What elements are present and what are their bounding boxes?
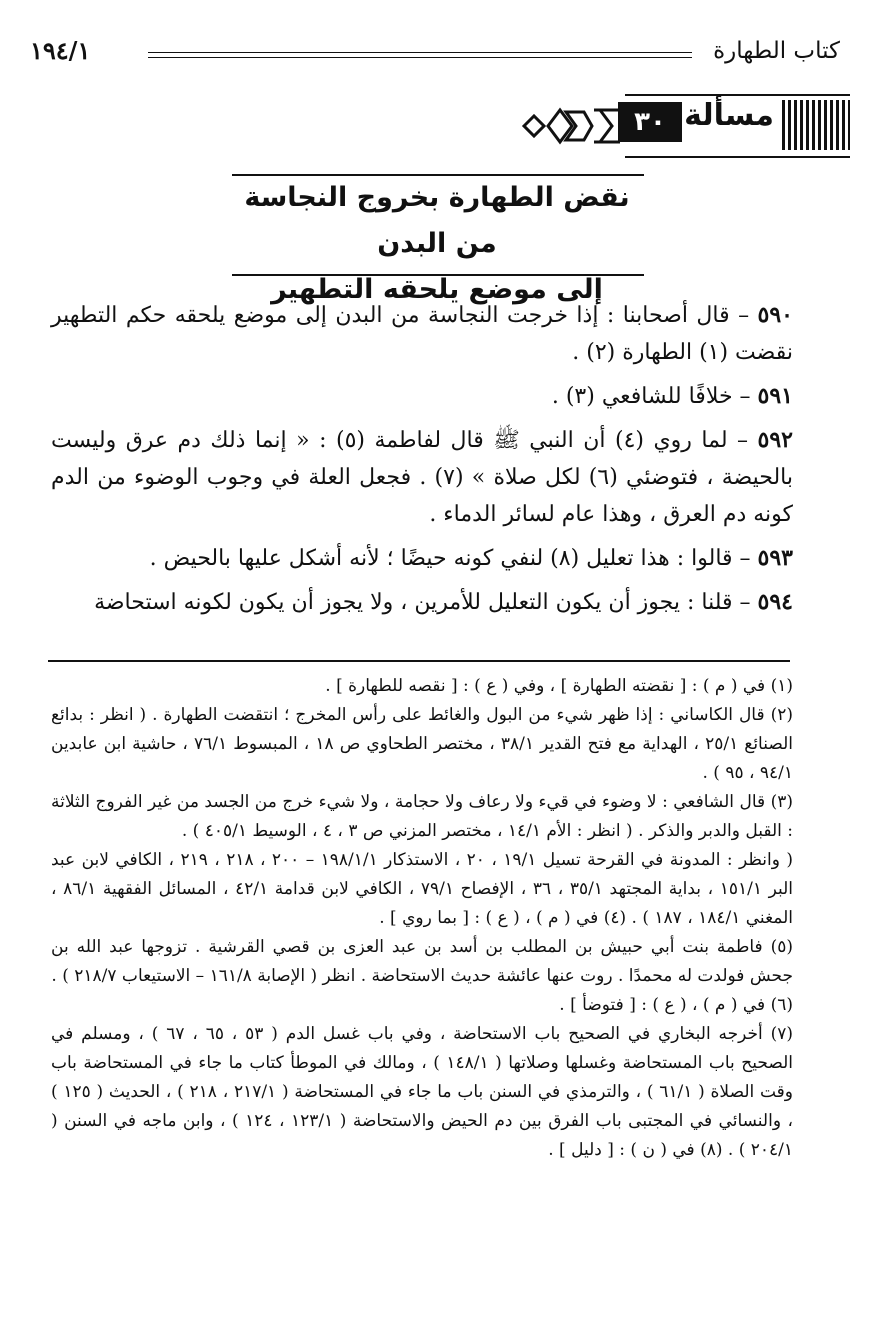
section-title bbox=[232, 175, 642, 313]
footnote: (٢) قال الكاساني : إذا ظهر شيء من البول والغائط على رأس المخرج ؛ انتقضت الطهارة . ( انظر : بدائع الصنائع ٢٥/١ ، الهداية مع فتح القدير ٣٨/١ ، مختصر الطحاوي ص ١٨ ، المبسوط ٧٦/١ ، حاشية ابن عابدين ٩٤/١ ، ٩٥ ) . bbox=[51, 705, 794, 783]
title-line-1: نقض الطهارة بخروج النجاسة من البدن bbox=[244, 182, 630, 259]
footnote: ( وانظر : المدونة في القرحة تسيل ١٩/١ ، ٢٠ ، الاستذكار ١٩٨/١/١ – ٢٠٠ ، ٢١٨ ، ٢١٩ ، الكافي لابن عبد البر ١٥١/١ ، بداية المجتهد ٣٥/١ ، ٣٦ ، الإفصاح ٧٩/١ ، الكافي لابن قدامة ٤٢/١ ، المسائل الفقهية ٨٦/١ ، المغني ١٨٤/١ ، ١٨٧ ) . (٤) في ( م ) ، ( ع ) : [ بما روي ] . bbox=[51, 850, 794, 928]
masala-number: ٣٠ bbox=[618, 102, 682, 142]
paragraph-text: – قلنا : يجوز أن يكون التعليل للأمرين ، ولا يجوز أن يكون لكونه استحاضة bbox=[94, 590, 751, 615]
paragraph bbox=[51, 584, 793, 621]
page-header bbox=[30, 32, 840, 72]
paragraph-number: ٥٩١ bbox=[757, 383, 793, 409]
paragraph bbox=[51, 378, 793, 415]
paragraph-number: ٥٩٤ bbox=[757, 589, 793, 615]
paragraph-text: – قالوا : هذا تعليل (٨) لنفي كونه حيضًا ؛ لأنه أشكل عليها بالحيض . bbox=[149, 546, 751, 571]
masala-label: مسألة bbox=[684, 98, 774, 133]
masala-banner bbox=[520, 94, 850, 158]
footnote: (٧) أخرجه البخاري في الصحيح باب الاستحاضة ، وفي باب غسل الدم ( ٥٣ ، ٦٥ ، ٦٧ ) ، ومسلم في الصحيح باب المستحاضة وغسلها وصلاتها ( ١٤٨/١ ) ، ومالك في الموطأ كتاب ما جاء في المستحاضة باب وقت الصلاة ( ٦١/١ ) ، والترمذي في السنن باب ما جاء في المستحاضة ( ٢١٧/١ ، ٢١٨ ) ، الحديث ( ١٢٥ ) ، والنسائي في المجتبى باب الفرق بين دم الحيض والاستحاضة ( ١٢٣/١ ، ١٢٤ ) ، وابن ماجه في السنن ( ٢٠٤/١ ) . (٨) في ( ن ) : [ دليل ] . bbox=[51, 1024, 794, 1160]
footnotes bbox=[51, 672, 793, 1165]
paragraph-text: – قال أصحابنا : إذا خرجت النجاسة من البدن إلى موضع يلحقه حكم التطهير نقضت (١) الطهارة (٢) . bbox=[51, 303, 793, 365]
footnote: (٣) قال الشافعي : لا وضوء في قيء ولا رعاف ولا حجامة ، ولا شيء خرج من الجسد من غير الفروج الثلاثة : القبل والدبر والذكر . ( انظر : الأم ١٤/١ ، مختصر المزني ص ٣ ، ٤ ، الوسيط ٤٠٥/١ ) . bbox=[51, 792, 793, 841]
footnote: (٦) في ( م ) ، ( ع ) : [ فتوضأ ] . bbox=[559, 995, 793, 1015]
main-text bbox=[51, 297, 793, 628]
paragraph-number: ٥٩٣ bbox=[757, 545, 793, 571]
paragraph bbox=[51, 422, 793, 533]
ornament-icon bbox=[520, 104, 624, 148]
title-top-rule bbox=[232, 174, 644, 176]
paragraph-number: ٥٩٠ bbox=[757, 302, 793, 328]
footnote: (١) في ( م ) : [ نقضته الطهارة ] ، وفي ( ع ) : [ نقصه للطهارة ] . bbox=[325, 676, 793, 696]
running-title: كتاب الطهارة bbox=[713, 38, 840, 64]
paragraph-text: – لما روي (٤) أن النبي ﷺ قال لفاطمة (٥) : « إنما ذلك دم عرق وليست بالحيضة ، فتوضئي (٦) لكل صلاة » (٧) . فجعل العلة في وجوب الوضوء من الدم كونه دم العرق ، وهذا عام لسائر الدماء . bbox=[51, 428, 793, 527]
paragraph-text: – خلافًا للشافعي (٣) . bbox=[551, 384, 751, 409]
paragraph bbox=[51, 540, 793, 577]
paragraph-number: ٥٩٢ bbox=[757, 427, 793, 453]
title-line-2: إلى موضع يلحقه التطهير bbox=[271, 274, 603, 305]
footnote: (٥) فاطمة بنت أبي حبيش بن المطلب بن أسد بن عبد العزى بن قصي القرشية . تزوجها عبد الله بن جحش فولدت له محمدًا . روت عنها عائشة حديث الاستحاضة . انظر ( الإصابة ١٦١/٨ – الاستيعاب ٢١٨/٧ ) . bbox=[51, 937, 793, 986]
paragraph bbox=[51, 297, 793, 371]
header-rule bbox=[148, 52, 692, 58]
footnote-separator bbox=[48, 660, 790, 662]
title-bottom-rule bbox=[232, 274, 644, 276]
page-number: ١٩٤/١ bbox=[30, 36, 91, 65]
